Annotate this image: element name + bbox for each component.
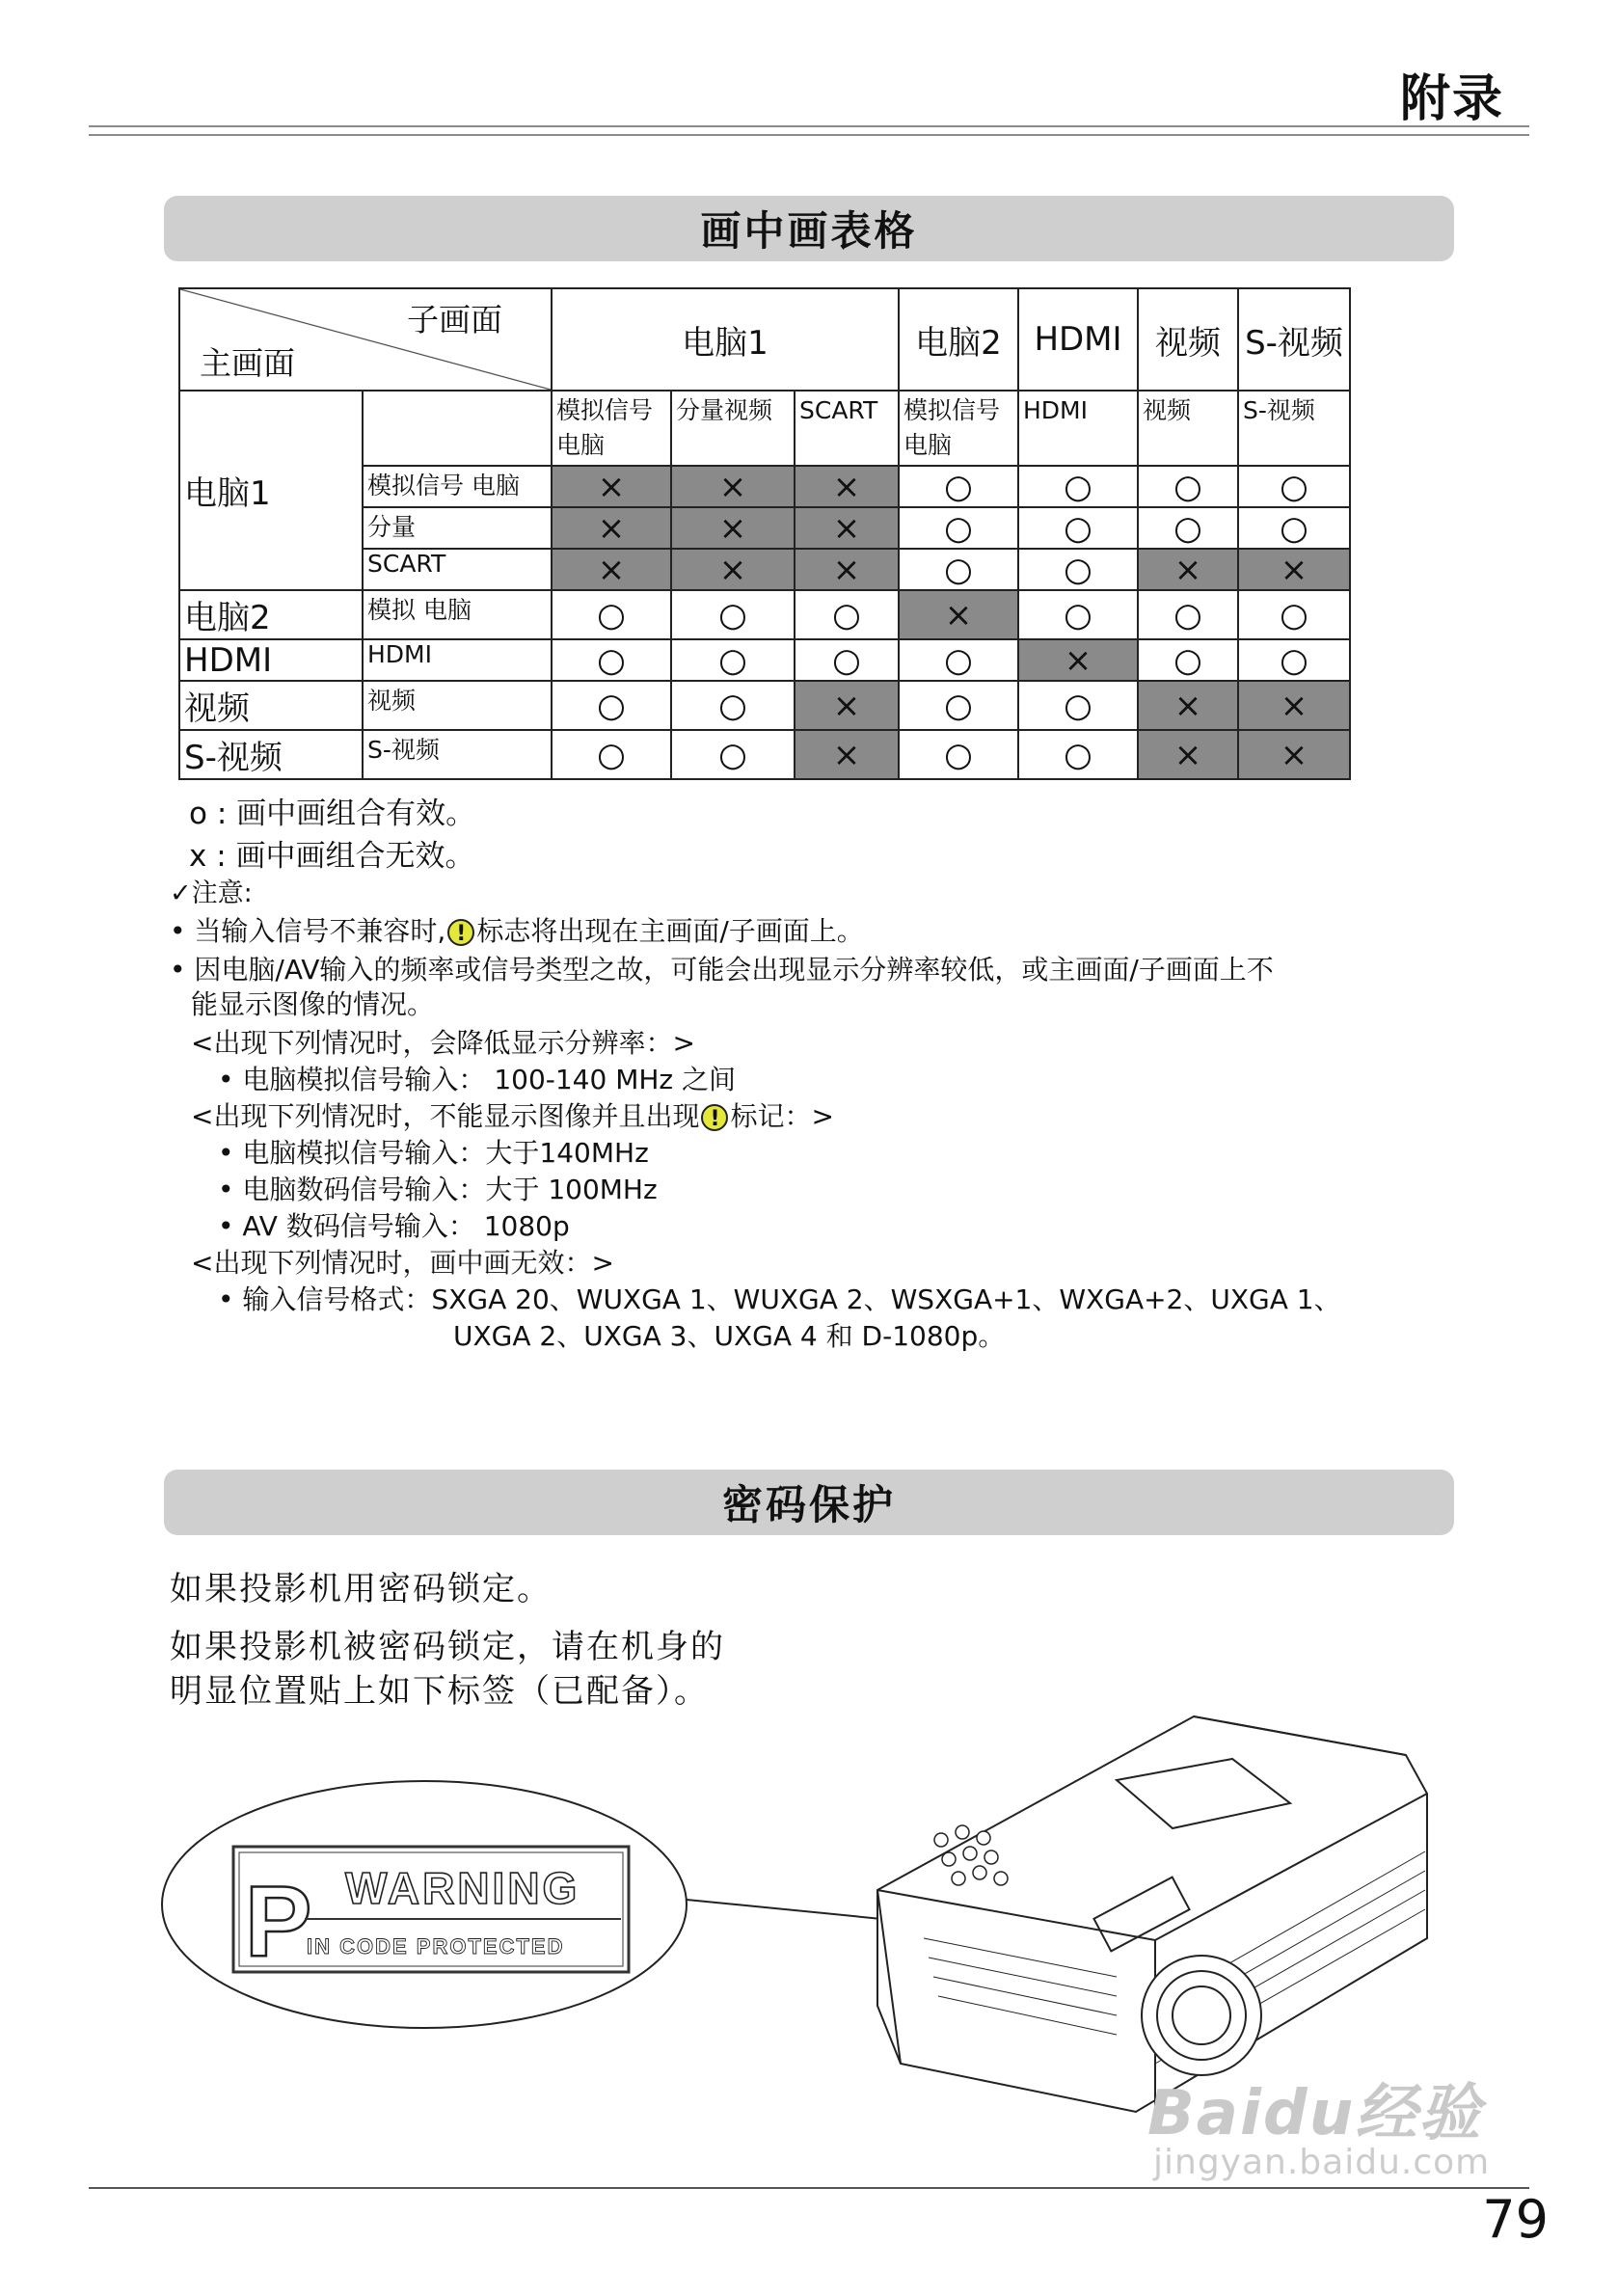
note-group-title: <出现下列情况时，画中画无效：>	[191, 1247, 614, 1279]
cell-valid: ○	[1238, 507, 1350, 549]
footer-rule	[89, 2187, 1529, 2189]
col-header: 电脑2	[899, 288, 1018, 391]
cell-valid: ○	[899, 730, 1018, 779]
row-subheader: 分量	[363, 507, 552, 549]
projector-illustration	[152, 1697, 1435, 2121]
cell-invalid: ×	[671, 549, 795, 590]
baidu-watermark: Baidu经验	[1147, 2078, 1483, 2149]
row-subheader: HDMI	[363, 639, 552, 681]
cell-valid: ○	[1238, 590, 1350, 639]
col-header: HDMI	[1018, 288, 1138, 391]
cell-invalid: ×	[1138, 681, 1238, 730]
cell-invalid: ×	[552, 466, 671, 507]
col-header: S-视频	[1238, 288, 1350, 391]
note-item: • 电脑模拟信号输入：大于140MHz	[218, 1137, 649, 1169]
table-row	[179, 730, 1350, 779]
cell-valid: ○	[552, 639, 671, 681]
cell-invalid: ×	[1018, 639, 1138, 681]
baidu-watermark-url: jingyan.baidu.com	[1153, 2143, 1491, 2182]
cell-valid: ○	[899, 639, 1018, 681]
note-line: 能显示图像的情况。	[191, 988, 435, 1020]
note-text: 标志将出现在主画面/子画面上。	[476, 915, 864, 947]
warning-icon: !	[701, 1104, 728, 1131]
cell-valid: ○	[671, 730, 795, 779]
cell-valid: ○	[1138, 639, 1238, 681]
note-group-title	[191, 1095, 834, 1134]
cell-valid: ○	[899, 507, 1018, 549]
cell-valid: ○	[671, 590, 795, 639]
row-header: S-视频	[179, 730, 363, 779]
cell-valid: ○	[552, 681, 671, 730]
cell-invalid: ×	[1238, 730, 1350, 779]
cell-valid: ○	[795, 590, 899, 639]
cell-valid: ○	[1018, 507, 1138, 549]
table-row	[179, 639, 1350, 681]
table-row	[179, 681, 1350, 730]
pin-code-label-icon	[233, 1847, 629, 1978]
cell-invalid: ×	[899, 590, 1018, 639]
cell-invalid: ×	[1238, 681, 1350, 730]
note-item: • 电脑数码信号输入：大于 100MHz	[218, 1174, 658, 1205]
appendix-title: 附录	[1399, 70, 1504, 128]
cell-invalid: ×	[1138, 549, 1238, 590]
legend-invalid: x : 画中画组合无效。	[189, 839, 475, 874]
label-pin-code-text: IN CODE PROTECTED	[307, 1934, 565, 1958]
pip-section-title-bar	[164, 196, 1454, 261]
subheader-blank	[363, 391, 552, 466]
warning-icon: !	[447, 919, 474, 946]
cell-valid: ○	[795, 639, 899, 681]
password-section-title-bar	[164, 1470, 1454, 1535]
cell-invalid: ×	[795, 681, 899, 730]
row-header: 视频	[179, 681, 363, 730]
cell-valid: ○	[1138, 507, 1238, 549]
row-subheader: 模拟 电脑	[363, 590, 552, 639]
row-header: 电脑2	[179, 590, 363, 639]
cell-valid: ○	[899, 466, 1018, 507]
password-section-title: 密码保护	[721, 1481, 896, 1528]
cell-invalid: ×	[552, 549, 671, 590]
password-text-line: 明显位置贴上如下标签（已配备）。	[170, 1672, 709, 1711]
cell-valid: ○	[899, 681, 1018, 730]
cell-valid: ○	[899, 549, 1018, 590]
cell-valid: ○	[1138, 590, 1238, 639]
cell-valid: ○	[1018, 681, 1138, 730]
cell-valid: ○	[1018, 466, 1138, 507]
row-subheader: 模拟信号 电脑	[363, 466, 552, 507]
row-header: HDMI	[179, 639, 363, 681]
corner-main-label: 主画面	[200, 344, 295, 382]
projector-body	[877, 1716, 1427, 2112]
note-text: 标记：>	[730, 1100, 834, 1132]
cell-valid: ○	[1018, 590, 1138, 639]
sub-col-header: 模拟信号 电脑	[552, 391, 671, 466]
sub-col-header: 分量视频	[671, 391, 795, 466]
cell-valid: ○	[671, 639, 795, 681]
note-item: UXGA 2、UXGA 3、UXGA 4 和 D-1080p。	[453, 1320, 1006, 1352]
pip-section-title: 画中画表格	[700, 207, 918, 255]
sub-col-header: HDMI	[1018, 391, 1138, 466]
cell-valid: ○	[1018, 730, 1138, 779]
cell-invalid: ×	[1138, 730, 1238, 779]
cell-invalid: ×	[671, 507, 795, 549]
label-p-letter: P	[245, 1866, 312, 1978]
cell-valid: ○	[1138, 466, 1238, 507]
cell-valid: ○	[1238, 639, 1350, 681]
row-header: 电脑1	[179, 391, 363, 590]
cell-invalid: ×	[795, 730, 899, 779]
password-text-line: 如果投影机被密码锁定，请在机身的	[170, 1628, 725, 1666]
note-item: • 输入信号格式：SXGA 20、WUXGA 1、WUXGA 2、WSXGA+1、WXGA+2、UXGA 1、	[218, 1283, 1341, 1315]
note-line: • 因电脑/AV输入的频率或信号类型之故，可能会出现显示分辨率较低，或主画面/子画面上不	[170, 954, 1274, 986]
note-text: <出现下列情况时，不能显示图像并且出现	[191, 1100, 700, 1132]
pip-compatibility-table	[178, 287, 1351, 780]
cell-invalid: ×	[1238, 549, 1350, 590]
cell-invalid: ×	[671, 466, 795, 507]
row-subheader: 视频	[363, 681, 552, 730]
notes-title: ✓注意:	[170, 878, 253, 908]
cell-invalid: ×	[795, 507, 899, 549]
row-subheader: S-视频	[363, 730, 552, 779]
legend-valid: o : 画中画组合有效。	[189, 797, 476, 831]
label-warning-text: WARNING	[345, 1863, 580, 1913]
sub-col-header: 模拟信号 电脑	[899, 391, 1018, 466]
cell-invalid: ×	[795, 466, 899, 507]
page-number: 79	[1482, 2189, 1549, 2250]
cell-valid: ○	[552, 730, 671, 779]
header-rule	[89, 125, 1529, 136]
cell-valid: ○	[1018, 549, 1138, 590]
sub-col-header: S-视频	[1238, 391, 1350, 466]
corner-sub-label: 子画面	[407, 301, 502, 338]
sub-col-header: SCART	[795, 391, 899, 466]
cell-valid: ○	[1238, 466, 1350, 507]
table-row	[179, 590, 1350, 639]
note-item: • 电脑模拟信号输入： 100-140 MHz 之间	[218, 1064, 737, 1095]
row-subheader: SCART	[363, 549, 552, 590]
note-line	[170, 910, 864, 949]
col-header: 视频	[1138, 288, 1238, 391]
note-text: • 当输入信号不兼容时,	[170, 915, 446, 947]
cell-valid: ○	[552, 590, 671, 639]
password-text-line: 如果投影机用密码锁定。	[170, 1570, 552, 1608]
note-group-title: <出现下列情况时，会降低显示分辨率：>	[191, 1027, 695, 1059]
cell-invalid: ×	[552, 507, 671, 549]
note-item: • AV 数码信号输入： 1080p	[218, 1210, 570, 1242]
sub-col-header: 视频	[1138, 391, 1238, 466]
table-corner-cell	[179, 288, 552, 391]
col-header: 电脑1	[552, 288, 899, 391]
cell-valid: ○	[671, 681, 795, 730]
cell-invalid: ×	[795, 549, 899, 590]
